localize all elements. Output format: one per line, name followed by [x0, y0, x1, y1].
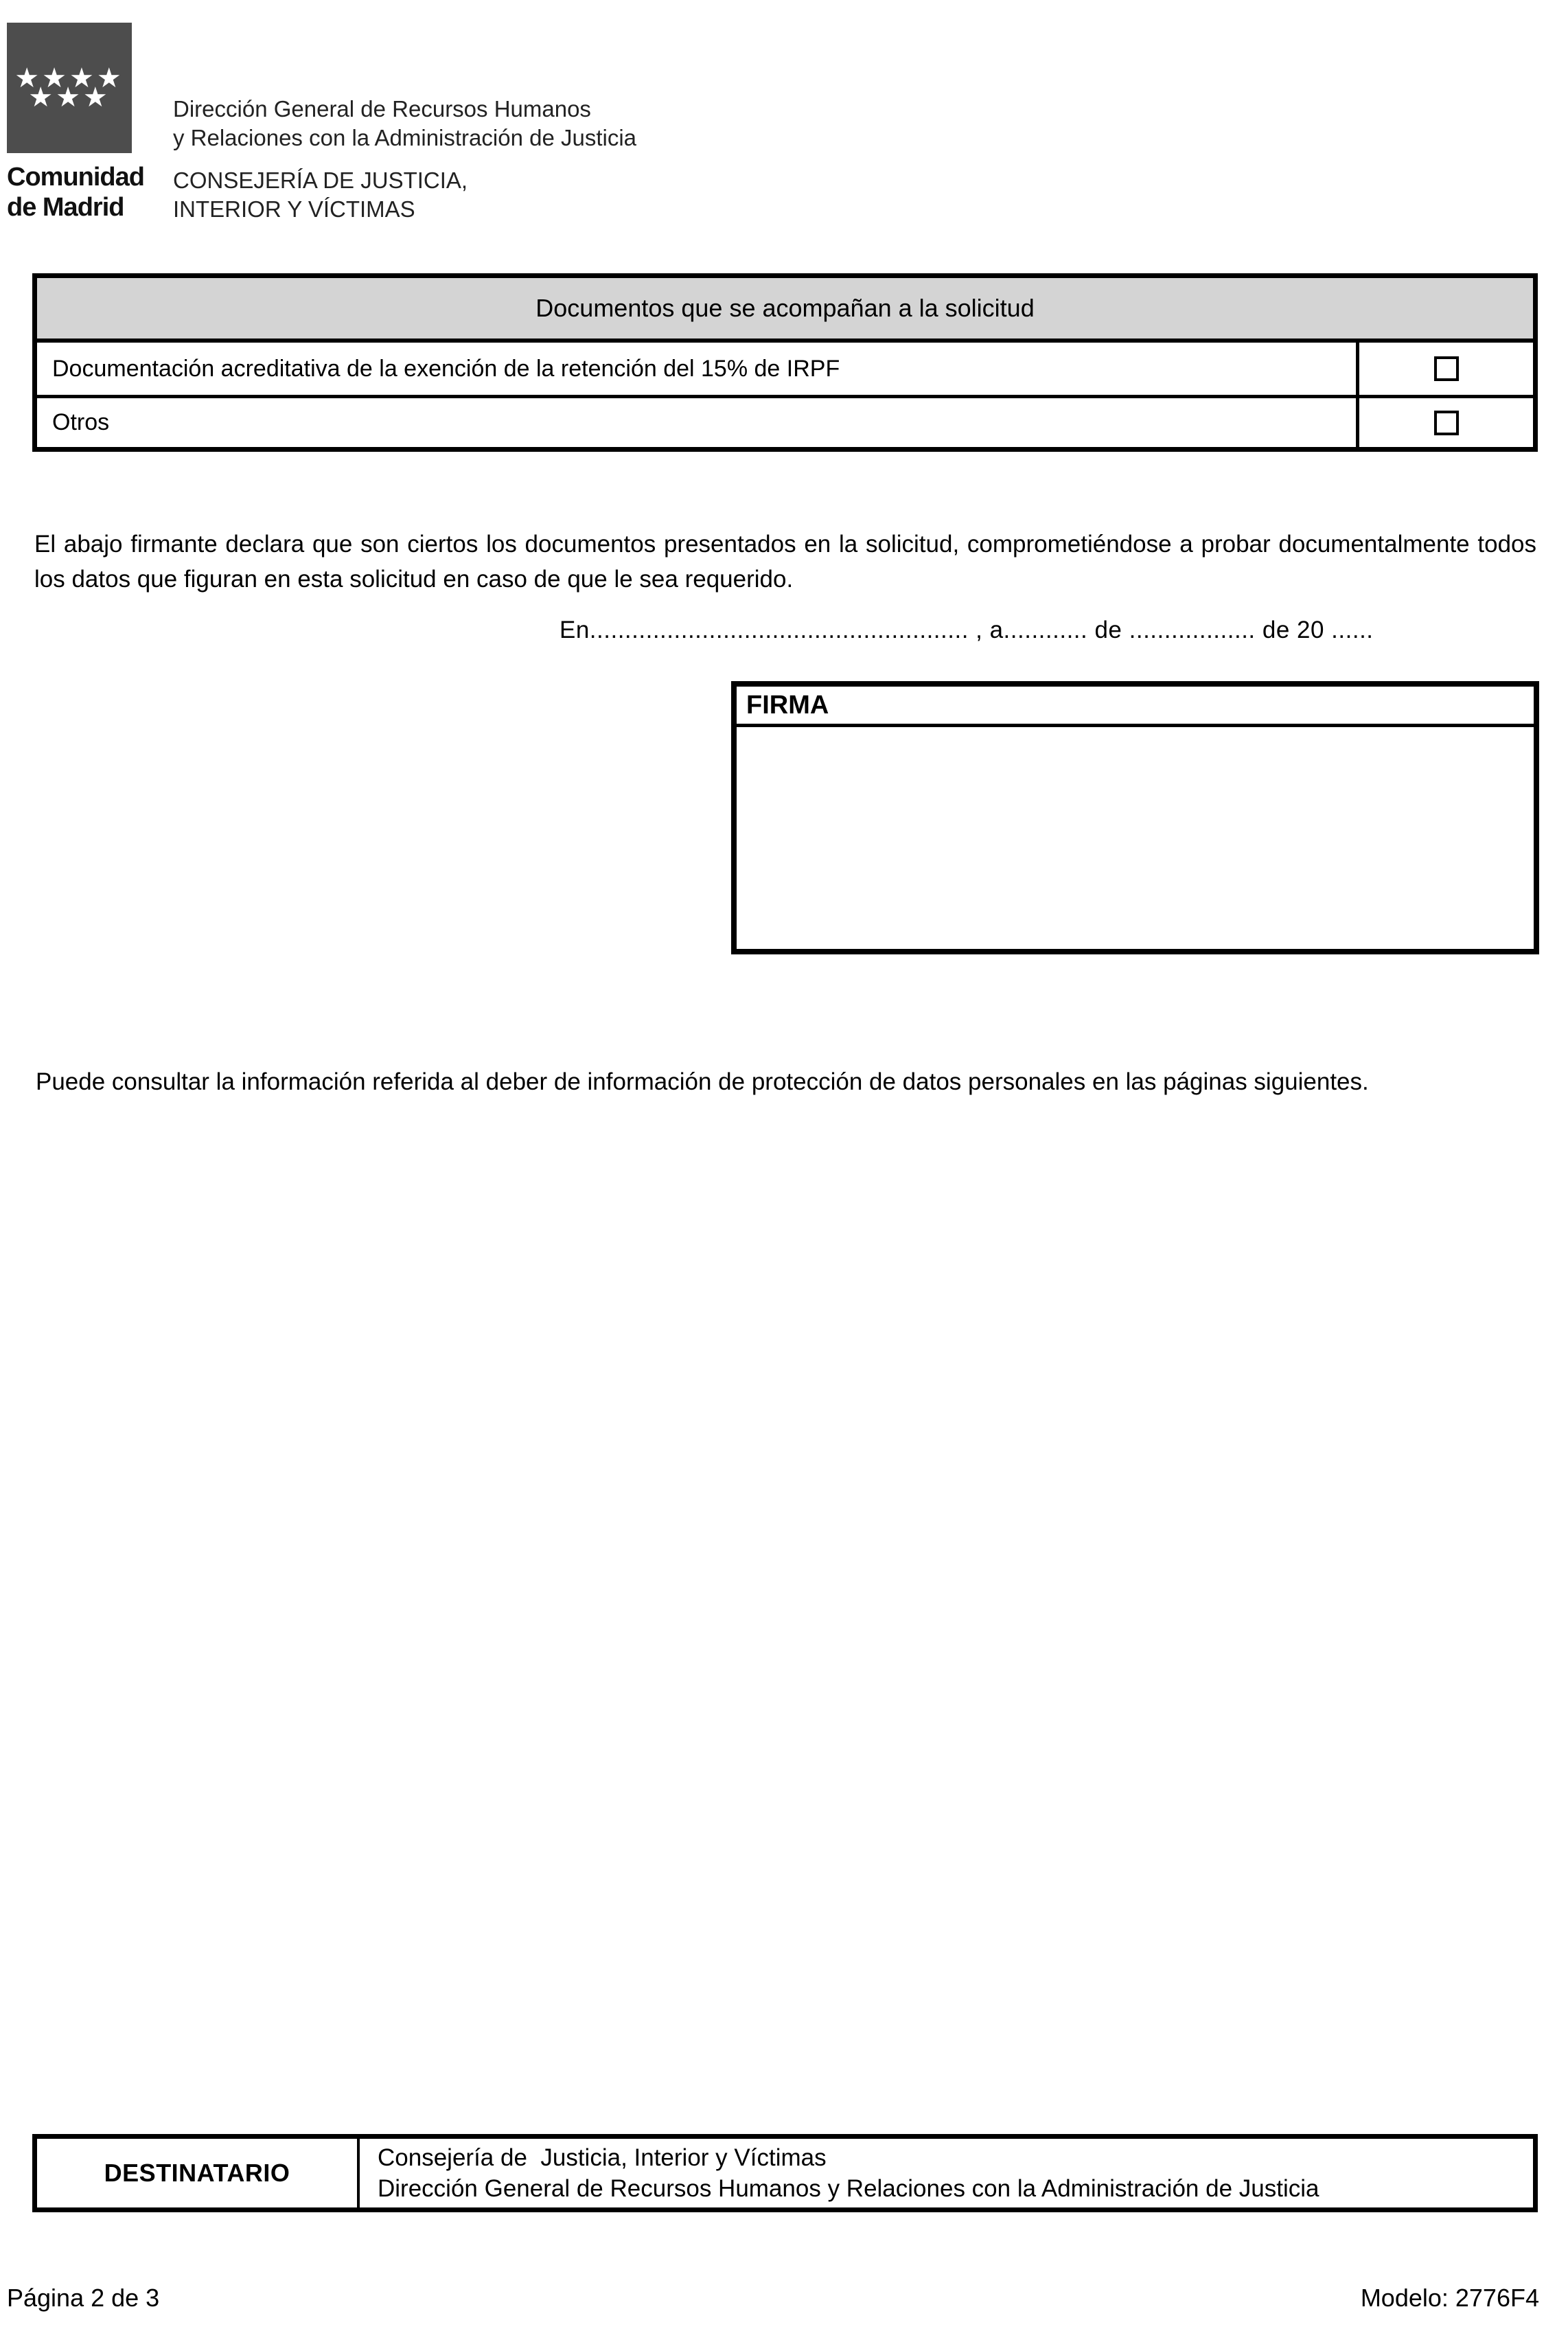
star-icon: ★: [69, 63, 97, 93]
place-date-line: En...................................................... , a............ de .................. de 20 ......: [560, 617, 1374, 643]
documents-table-title: Documentos que se acompañan a la solicitud: [37, 278, 1533, 343]
consejeria-line2: INTERIOR Y VÍCTIMAS: [173, 196, 415, 222]
document-row-label: Documentación acreditativa de la exención de la retención del 15% de IRPF: [52, 355, 840, 382]
page-number: Página 2 de 3: [7, 2284, 160, 2312]
signature-area[interactable]: [737, 727, 1534, 949]
consejeria-line1: CONSEJERÍA DE JUSTICIA,: [173, 168, 468, 193]
model-number: Modelo: 2776F4: [1360, 2284, 1539, 2312]
signature-box: [731, 681, 1539, 954]
star-icon: ★: [56, 82, 83, 113]
declaration-text: El abajo firmante declara que son ciertos los documentos presentados en la solicitud, comprometiéndose a probar documentalmente todos los datos que figuran en esta solicitud en caso de que le sea requerido.: [34, 531, 1536, 593]
logo-caption-line2: de Madrid: [7, 193, 124, 222]
destinatario-content: [360, 2139, 1533, 2207]
destinatario-line1: Consejería de Justicia, Interior y Víctimas: [378, 2144, 827, 2171]
destinatario-box: [32, 2134, 1538, 2212]
table-row: [37, 395, 1533, 447]
logo-caption: [7, 162, 144, 222]
department-line1: Dirección General de Recursos Humanos: [173, 96, 591, 122]
header-text-block: [173, 95, 636, 224]
documents-table: [32, 273, 1538, 452]
destinatario-line2: Dirección General de Recursos Humanos y Relaciones con la Administración de Justicia: [378, 2175, 1319, 2202]
comunidad-madrid-logo: [7, 23, 132, 153]
star-icon: ★: [14, 63, 43, 93]
consejeria-name: [173, 166, 636, 224]
checkbox-irpf-exencion[interactable]: [1434, 356, 1459, 381]
department-name: [173, 95, 636, 152]
star-icon: ★: [82, 82, 111, 113]
star-icon: ★: [42, 63, 69, 93]
privacy-note: Puede consultar la información referida al deber de información de protección de datos personales en las páginas siguientes.: [36, 1068, 1369, 1095]
logo-caption-line1: Comunidad: [7, 163, 144, 192]
department-line2: y Relaciones con la Administración de Justicia: [173, 125, 637, 150]
document-row-label: Otros: [52, 409, 110, 435]
document-row-check-cell: [1356, 343, 1533, 395]
document-row-check-cell: [1356, 398, 1533, 447]
logo-stars-row-bottom: [28, 82, 111, 113]
destinatario-label: DESTINATARIO: [37, 2139, 360, 2207]
star-icon: ★: [96, 63, 124, 93]
star-icon: ★: [28, 82, 56, 113]
checkbox-otros[interactable]: [1434, 411, 1459, 435]
signature-box-label: FIRMA: [737, 687, 1534, 727]
table-row: [37, 343, 1533, 395]
